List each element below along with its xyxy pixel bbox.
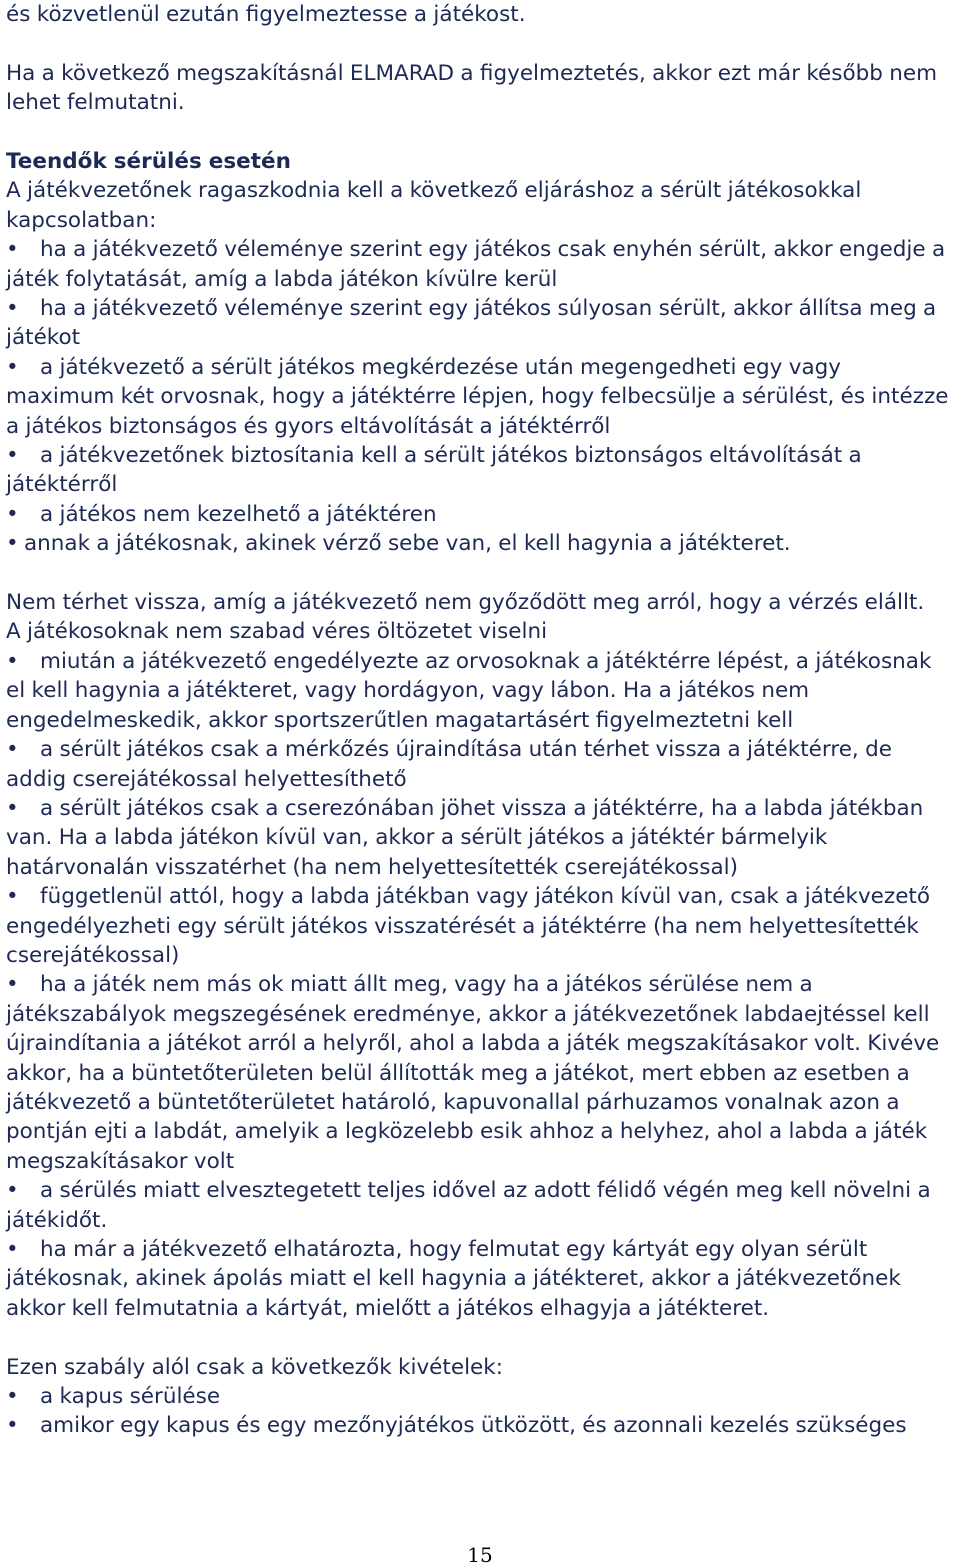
spacer — [6, 559, 954, 588]
list-item — [6, 794, 954, 882]
list-item — [6, 1411, 954, 1440]
intro-line-2: Ha a következő megszakításnál ELMARAD a figyelmeztetés, akkor ezt már később nem lehet felmutatni. — [6, 60, 938, 116]
list-item — [6, 647, 954, 735]
bleeding-paragraph-1: Nem térhet vissza, amíg a játékvezető nem győződött meg arról, hogy a vérzés elállt. — [6, 590, 925, 616]
list-item-text: ha a játékvezető véleménye szerint egy játékos súlyosan sérült, akkor állítsa meg a játékot — [6, 296, 937, 351]
bullet-icon: • — [6, 296, 19, 322]
bullet-icon: • — [6, 1178, 19, 1204]
list-item-text: a játékos nem kezelhető a játéktéren — [40, 501, 437, 527]
bullet-icon: • — [6, 737, 19, 763]
injury-lead: A játékvezetőnek ragaszkodnia kell a következő eljáráshoz a sérült játékosokkal kapcsolatban: — [6, 178, 862, 233]
list-item — [6, 1235, 954, 1323]
exceptions-lead: Ezen szabály alól csak a következők kivételek: — [6, 1354, 503, 1380]
list-item-text: ha már a játékvezető elhatározta, hogy felmutat egy kártyát egy olyan sérült játékosnak, akinek ápolás miatt el kell hagynia a játékteret, akkor a játékvezetőnek akkor kell felmutatnia a kártyát, mielőtt a játékos elhagyja a játékteret. — [6, 1237, 901, 1321]
list-item — [6, 441, 954, 500]
bullet-icon: • — [6, 501, 19, 527]
bullet-icon: • — [6, 1413, 19, 1439]
bullet-icon: • — [6, 237, 19, 263]
intro-line-1: és közvetlenül ezután figyelmeztesse a játékost. — [6, 2, 526, 27]
bullet-icon: • — [6, 795, 19, 821]
list-item — [6, 882, 954, 970]
list-item-text: ha a játékvezető véleménye szerint egy játékos csak enyhén sérült, akkor engedje a játék folytatását, amíg a labda játékon kívülre kerül — [6, 237, 946, 292]
bullet-icon: • — [6, 443, 19, 469]
list-item-text: függetlenül attól, hogy a labda játékban vagy játékon kívül van, csak a játékvezető engedélyezheti egy sérült játékos visszatérését a játéktérre (ha nem helyettesítették cserejátékossal) — [6, 884, 931, 968]
list-item-text: a kapus sérülése — [40, 1384, 221, 1410]
list-item-text: annak a játékosnak, akinek vérző sebe van, el kell hagynia a játékteret. — [24, 531, 791, 557]
bullet-icon: • — [6, 354, 19, 380]
list-item-text: a sérült játékos csak a mérkőzés újraindítása után térhet vissza a játéktérre, de addig cserejátékossal helyettesíthető — [6, 737, 892, 792]
list-item — [6, 1382, 954, 1411]
bullet-icon: • — [6, 531, 19, 557]
bullet-icon: • — [6, 1237, 19, 1263]
list-item-text: miután a játékvezető engedélyezte az orvosoknak a játéktérre lépést, a játékosnak el kell hagynia a játékteret, vagy hordágyon, vagy lábon. Ha a játékos nem engedelmeskedik, akkor sportszerűtlen magatartásért figyelmeztetni kell — [6, 648, 932, 733]
list-item-text: a sérülés miatt elvesztegetett teljes idővel az adott félidő végén meg kell növelni a játékidőt. — [6, 1178, 931, 1233]
bullet-icon: • — [6, 1384, 19, 1410]
bullet-icon: • — [6, 884, 19, 910]
list-item-text: amikor egy kapus és egy mezőnyjátékos ütközött, és azonnali kezelés szükséges — [40, 1413, 907, 1439]
list-item-text: a játékvezetőnek biztosítania kell a sérült játékos biztonságos eltávolítását a játéktérről — [6, 443, 862, 498]
list-item — [6, 970, 954, 1176]
section-heading-injury: Teendők sérülés esetén — [6, 149, 291, 174]
bleeding-paragraph-2: A játékosoknak nem szabad véres öltözetet viselni — [6, 619, 548, 645]
list-item-text: ha a játék nem más ok miatt állt meg, vagy ha a játékos sérülése nem a játékszabályok megszegésének eredménye, akkor a játékvezetőnek labdaejtéssel kell újraindítania a játékot arról a helyről, ahol a labda a játék megszakításakor volt. Kivéve akkor, ha a büntetőterületen belül állították meg a játékot, mert ebben az esetben a játékvezető a büntetőterületet határoló, kapuvonallal párhuzamos vonalnak azon a pontján ejti a labdát, amelyik a legközelebb esik ahhoz a helyhez, ahol a labda a játék megszakításakor volt — [6, 972, 940, 1174]
list-item — [6, 235, 954, 294]
list-item — [6, 294, 954, 353]
spacer — [6, 1323, 954, 1352]
document-page — [6, 0, 954, 1441]
list-item — [6, 735, 954, 794]
list-item — [6, 1176, 954, 1235]
list-item — [6, 529, 954, 558]
spacer — [6, 29, 954, 58]
bullet-icon: • — [6, 648, 19, 674]
list-item-text: a sérült játékos csak a cserezónában jöhet vissza a játéktérre, ha a labda játékban van. Ha a labda játékon kívül van, akkor a sérült játékos a játéktér bármelyik határvonalán visszatérhet (ha nem helyettesítették cserejátékossal) — [6, 795, 924, 880]
list-item — [6, 500, 954, 529]
bullet-icon: • — [6, 972, 19, 998]
list-item-text: a játékvezető a sérült játékos megkérdezése után megengedheti egy vagy maximum két orvosnak, hogy a játéktérre lépjen, hogy felbecsülje a sérülést, és intézze a játékos biztonságos és gyors eltávolítását a játéktérről — [6, 354, 949, 439]
spacer — [6, 118, 954, 147]
list-item — [6, 353, 954, 441]
page-number: 15 — [467, 1543, 493, 1567]
